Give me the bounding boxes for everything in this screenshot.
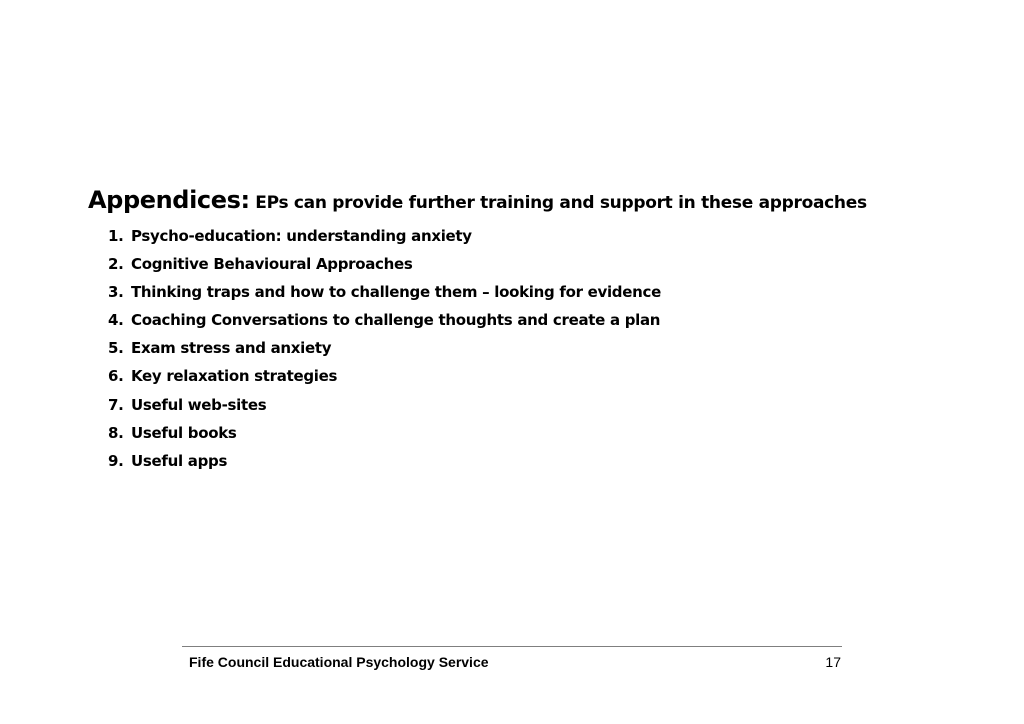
list-item [108, 364, 661, 392]
list-item-label: Cognitive Behavioural Approaches [131, 255, 413, 274]
list-item-number: 5. [108, 339, 124, 358]
list-item-label: Coaching Conversations to challenge thoughts and create a plan [131, 311, 661, 330]
list-item [108, 224, 661, 252]
list-item-number: 4. [108, 311, 124, 330]
list-item [108, 336, 661, 364]
appendices-list [108, 224, 661, 477]
list-item-number: 8. [108, 423, 124, 442]
heading-title: Appendices: [88, 186, 250, 214]
list-item-number: 2. [108, 255, 124, 274]
list-item [108, 449, 661, 477]
list-item-number: 3. [108, 283, 124, 302]
list-item-label: Useful web-sites [131, 395, 267, 414]
list-item-label: Exam stress and anxiety [131, 339, 332, 358]
list-item-number: 9. [108, 451, 124, 470]
footer-organisation: Fife Council Educational Psychology Service [189, 654, 489, 670]
list-item-label: Useful apps [131, 451, 228, 470]
footer-divider [182, 646, 842, 647]
list-item-label: Key relaxation strategies [131, 367, 338, 386]
list-item-label: Useful books [131, 423, 237, 442]
list-item [108, 252, 661, 280]
list-item [108, 308, 661, 336]
list-item-number: 1. [108, 227, 124, 245]
page-number: 17 [825, 654, 841, 670]
list-item [108, 393, 661, 421]
list-item [108, 280, 661, 308]
heading-subtitle: EPs can provide further training and support in these approaches [255, 193, 867, 213]
page-heading [88, 186, 867, 214]
list-item-label: Psycho-education: understanding anxiety [131, 227, 472, 245]
list-item [108, 421, 661, 449]
list-item-number: 6. [108, 367, 124, 386]
list-item-number: 7. [108, 395, 124, 414]
list-item-label: Thinking traps and how to challenge them – looking for evidence [131, 283, 661, 302]
